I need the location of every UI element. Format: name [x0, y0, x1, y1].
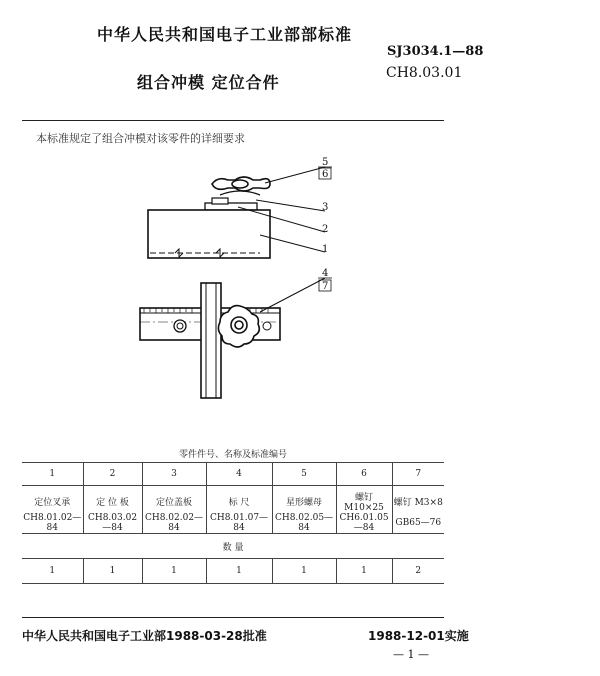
part-quantity: 1: [336, 559, 392, 584]
label-5: 5: [322, 157, 329, 168]
part-name: 标 尺: [206, 486, 272, 514]
part-code: CH6.01.05—84: [336, 513, 392, 534]
part-name: 螺钉M10×25: [336, 486, 392, 514]
locating-block: [212, 198, 228, 204]
part-code: CH8.01.07—84: [206, 513, 272, 534]
part-code: CH8.02.05—84: [272, 513, 336, 534]
number-row: [22, 463, 444, 486]
part-number: 6: [336, 463, 392, 486]
part-quantity: 2: [392, 559, 444, 584]
fork-support-body: [148, 210, 270, 258]
label-7: 7: [322, 281, 329, 292]
part-name: 定 位 板: [83, 486, 142, 514]
quantity-header: 数 量: [22, 534, 444, 559]
standard-number: SJ3034.1—88: [387, 44, 484, 59]
part-code: CH8.02.02—84: [142, 513, 206, 534]
classification-code: CH8.03.01: [386, 65, 463, 81]
part-number: 2: [83, 463, 142, 486]
intro-text: 本标准规定了组合冲模对该零件的详细要求: [36, 132, 245, 145]
part-name: 螺钉 M3×8: [392, 486, 444, 514]
part-number: 4: [206, 463, 272, 486]
issuing-organization: 中华人民共和国电子工业部部标准: [97, 25, 353, 44]
label-6: 6: [322, 169, 329, 180]
star-nut-top: [212, 177, 270, 191]
label-3: 3: [322, 202, 329, 213]
part-name: 星形螺母: [272, 486, 336, 514]
part-number: 1: [22, 463, 83, 486]
quantity-row: [22, 559, 444, 584]
part-code: GB65—76: [392, 513, 444, 534]
part-code: CH8.01.02—84: [23, 513, 82, 533]
part-name: 定位盖板: [142, 486, 206, 514]
part-name: 定位叉承: [34, 498, 71, 508]
part-number: 7: [392, 463, 444, 486]
effective-date: 1988-12-01实施: [368, 629, 469, 643]
screw-hole: [174, 320, 186, 332]
parts-table: [22, 444, 444, 584]
part-quantity: 1: [83, 559, 142, 584]
part-quantity: 1: [22, 559, 83, 584]
part-number: 3: [142, 463, 206, 486]
part-quantity: 1: [142, 559, 206, 584]
footer-divider: [22, 617, 444, 618]
table-caption: 零件件号、名称及标准编号: [22, 444, 444, 463]
part-number: 5: [272, 463, 336, 486]
label-2: 2: [322, 224, 329, 235]
part-code: CH8.03.02—84: [83, 513, 142, 534]
page-number: — 1 —: [393, 648, 429, 661]
scale-bar: [201, 283, 221, 398]
document-title: 组合冲模 定位合件: [137, 73, 280, 92]
label-4: 4: [322, 268, 329, 279]
code-row: [22, 513, 444, 534]
cover-plate-arc: [220, 191, 260, 195]
name-row: [22, 486, 444, 514]
assembly-drawing: [120, 150, 360, 440]
header-divider: [22, 120, 444, 121]
label-1: 1: [322, 244, 329, 255]
approval-text: 中华人民共和国电子工业部1988-03-28批准: [22, 629, 267, 643]
part-quantity: 1: [206, 559, 272, 584]
part-quantity: 1: [272, 559, 336, 584]
